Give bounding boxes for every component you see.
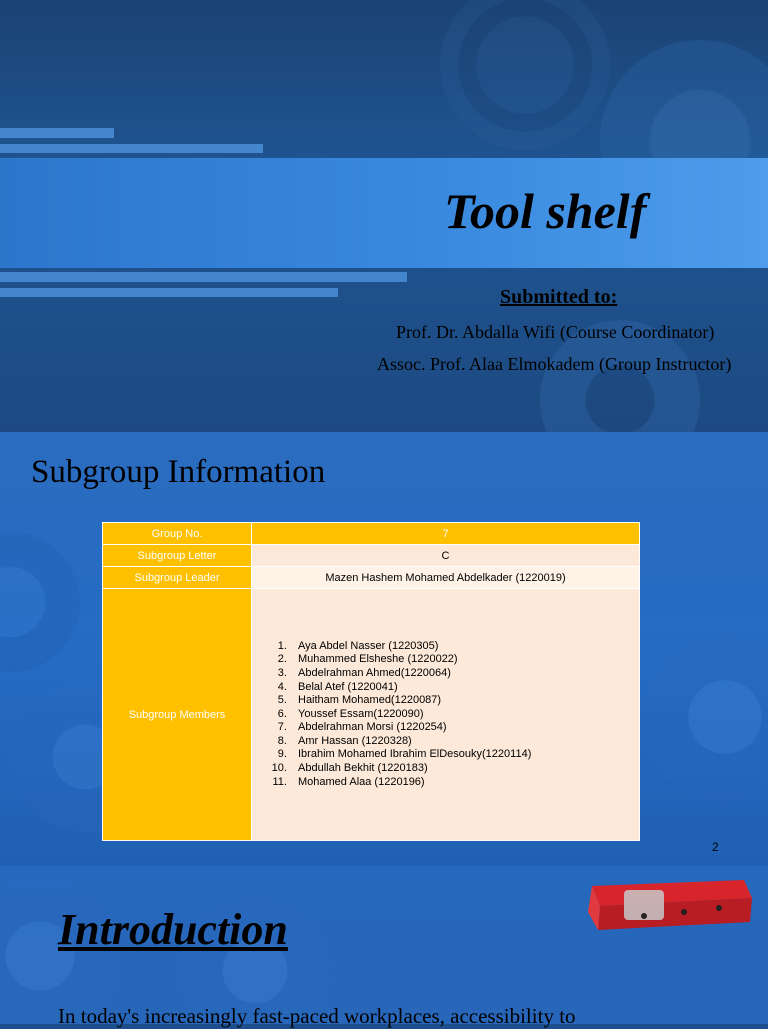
list-item: 10. Abdullah Bekhit (1220183) <box>290 762 639 776</box>
gear-decoration <box>0 532 80 672</box>
list-item: 1. Aya Abdel Nasser (1220305) <box>290 640 639 654</box>
gear-decoration <box>440 0 610 150</box>
gear-decoration <box>640 632 768 802</box>
decor-stripe <box>0 144 263 153</box>
members-label: Subgroup Members <box>103 589 252 841</box>
group-no-value: 7 <box>252 523 640 545</box>
decor-stripe <box>0 128 114 138</box>
subgroup-title: Subgroup Information <box>31 454 326 490</box>
title-band <box>0 158 768 268</box>
shelf-image <box>584 876 756 948</box>
list-item: 4. Belal Atef (1220041) <box>290 681 639 695</box>
coordinator-line: Prof. Dr. Abdalla Wifi (Course Coordinator) <box>396 322 715 342</box>
introduction-title: Introduction <box>58 905 288 954</box>
introduction-paragraph: In today's increasingly fast-paced workplaces, accessibility to <box>58 1004 576 1028</box>
letter-value: C <box>252 545 640 567</box>
leader-label: Subgroup Leader <box>103 567 252 589</box>
list-item: 2. Muhammed Elsheshe (1220022) <box>290 653 639 667</box>
list-item: 6. Youssef Essam(1220090) <box>290 708 639 722</box>
title-slide <box>0 0 768 432</box>
list-item: 5. Haitham Mohamed(1220087) <box>290 694 639 708</box>
instructor-line: Assoc. Prof. Alaa Elmokadem (Group Instructor) <box>377 354 732 374</box>
page-number: 2 <box>712 840 719 854</box>
leader-value: Mazen Hashem Mohamed Abdelkader (1220019) <box>252 567 640 589</box>
members-list <box>252 640 639 790</box>
decor-stripe <box>0 288 338 297</box>
submitted-heading: Submitted to: <box>500 286 618 308</box>
letter-label: Subgroup Letter <box>103 545 252 567</box>
list-item: 11. Mohamed Alaa (1220196) <box>290 776 639 790</box>
slide-title: Tool shelf <box>444 183 647 239</box>
subgroup-table <box>102 522 640 841</box>
decor-stripe <box>0 272 407 282</box>
list-item: 3. Abdelrahman Ahmed(1220064) <box>290 667 639 681</box>
members-cell <box>252 589 640 841</box>
list-item: 7. Abdelrahman Morsi (1220254) <box>290 721 639 735</box>
list-item: 9. Ibrahim Mohamed Ibrahim ElDesouky(1220114) <box>290 748 639 762</box>
list-item: 8. Amr Hassan (1220328) <box>290 735 639 749</box>
group-no-label: Group No. <box>103 523 252 545</box>
